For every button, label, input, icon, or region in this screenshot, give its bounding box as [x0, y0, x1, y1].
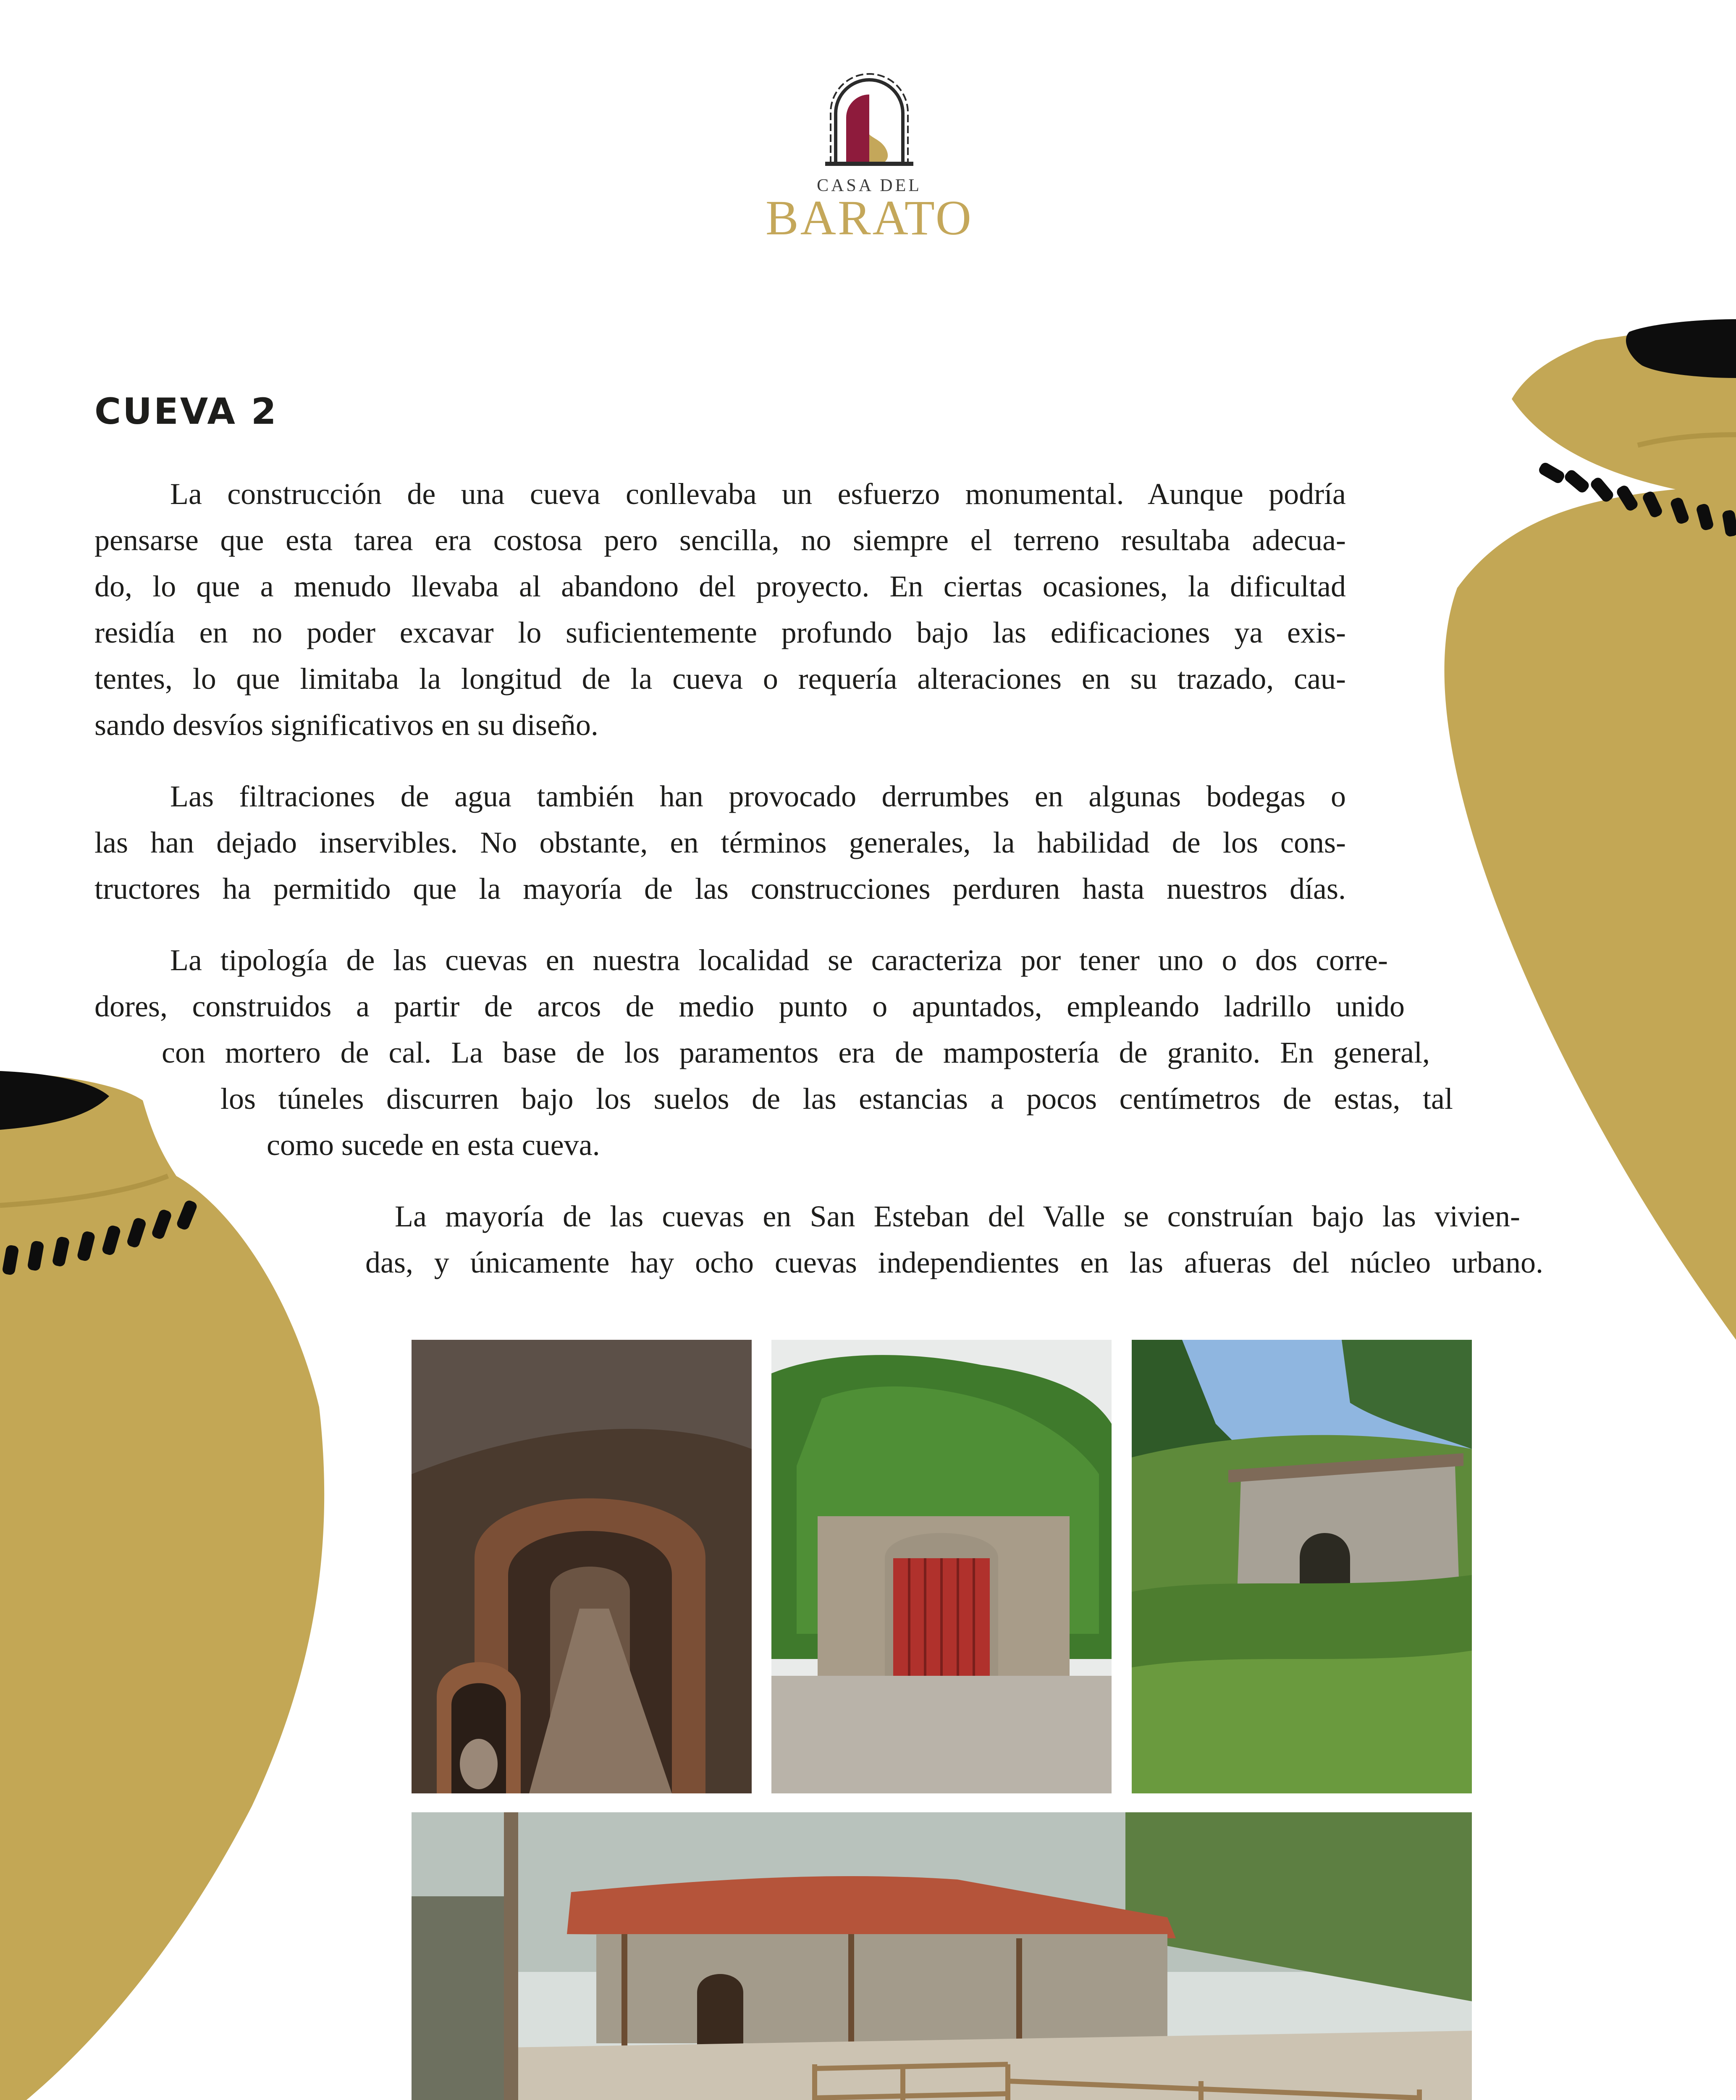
- text-line: das, y únicamente hay ocho cuevas independientes en las afueras del núcleo urbano.: [365, 1246, 1543, 1279]
- photo-brick-cellar-tunnel: [412, 1340, 752, 1793]
- text-line: tentes, lo que limitaba la longitud de la cueva o requería alteraciones en su trazado, cau-: [94, 662, 1346, 696]
- brand-subtitle: CASA DEL: [817, 176, 922, 195]
- arch-logo-icon: [823, 67, 915, 168]
- text-line: La mayoría de las cuevas en San Esteban del Valle se construían bajo las vivien-: [395, 1200, 1520, 1233]
- left-jar-illustration: [0, 1071, 324, 2100]
- photo-roofed-cellar-area: [412, 1812, 1472, 2100]
- text-line: residía en no poder excavar lo suficientemente profundo bajo las edificaciones ya exis-: [94, 616, 1346, 649]
- text-line: La construcción de una cueva conllevaba un esfuerzo monumental. Aunque podría: [170, 477, 1346, 511]
- text-line: dores, construidos a partir de arcos de medio punto o apuntados, empleando ladrillo unido: [94, 990, 1405, 1023]
- brand-title: BARATO: [766, 190, 973, 245]
- right-jar-illustration: [1445, 319, 1736, 1340]
- text-line: como sucede en esta cueva.: [267, 1128, 600, 1162]
- text-line: pensarse que esta tarea era costosa pero sencilla, no siempre el terreno resultaba adecua-: [94, 523, 1346, 557]
- photo-red-door-ivy-cellar: [771, 1340, 1112, 1793]
- photo-stone-cellar-entrance: [1132, 1340, 1472, 1793]
- text-line: las han dejado inservibles. No obstante, en términos generales, la habilidad de los cons-: [94, 826, 1346, 859]
- brand-logo: [747, 67, 991, 244]
- text-line: do, lo que a menudo llevaba al abandono del proyecto. En ciertas ocasiones, la dificultad: [94, 570, 1346, 603]
- text-line: con mortero de cal. La base de los paramentos era de mampostería de granito. En general,: [162, 1036, 1430, 1069]
- text-line: tructores ha permitido que la mayoría de las construcciones perduren hasta nuestros días.: [94, 872, 1346, 906]
- text-line: los túneles discurren bajo los suelos de las estancias a pocos centímetros de estas, tal: [220, 1082, 1453, 1116]
- text-line: sando desvíos significativos en su diseño.: [94, 708, 598, 742]
- text-line: La tipología de las cuevas en nuestra localidad se caracteriza por tener uno o dos corre-: [170, 943, 1388, 977]
- page-heading: CUEVA 2: [94, 391, 278, 433]
- text-line: Las filtraciones de agua también han provocado derrumbes en algunas bodegas o: [170, 780, 1346, 813]
